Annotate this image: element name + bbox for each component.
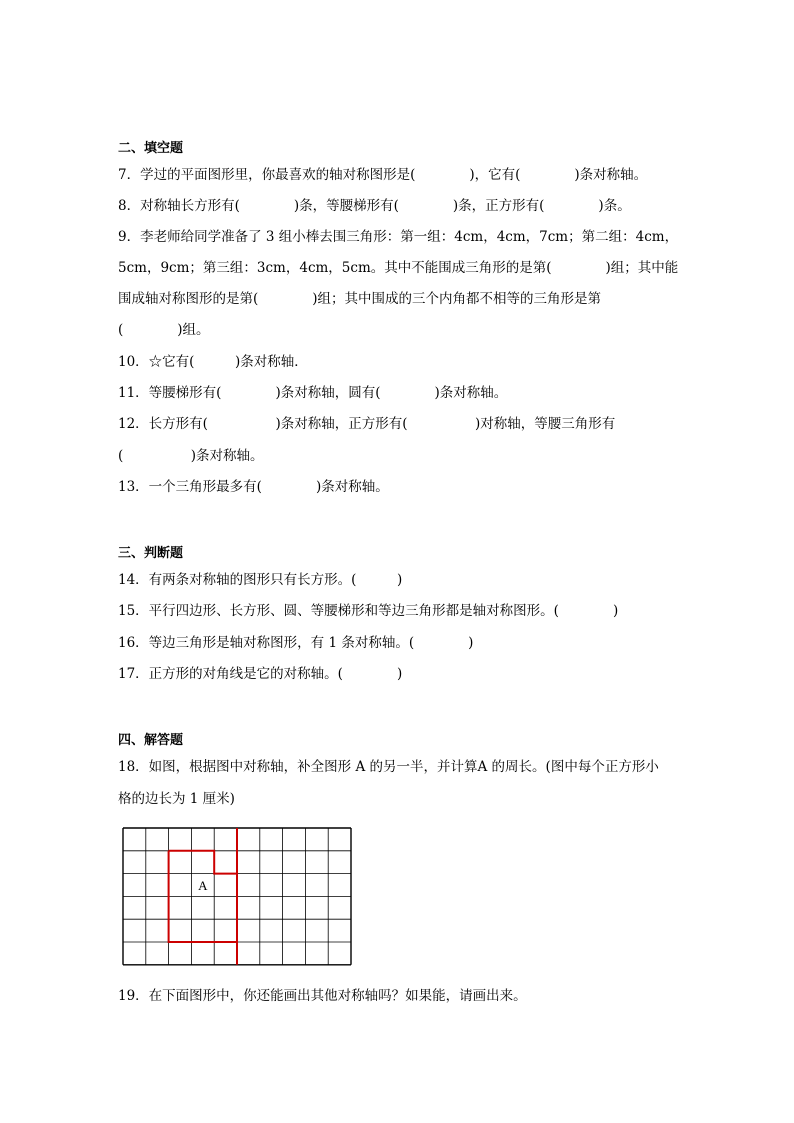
question-9-line-2: 5cm，9cm；第三组：3cm，4cm，5cm。其中不能围成三角形的是第( )组；其中能 [118, 260, 679, 276]
question-12-line-2: ( )条对称轴。 [118, 448, 264, 464]
section-heading-judge: 三、判断题 [118, 546, 184, 561]
question-18-line-2: 格的边长为 1 厘米) [118, 791, 235, 807]
question-9-line-1: 9．李老师给同学准备了 3 组小棒去围三角形：第一组：4cm，4cm，7cm；第二组：4cm， [118, 229, 679, 245]
question-18-line-1: 18．如图，根据图中对称轴，补全图形 A 的另一半，并计算A 的周长。(图中每个正方形小 [118, 759, 659, 775]
question-11: 11．等腰梯形有( )条对称轴，圆有( )条对称轴。 [118, 385, 508, 401]
question-17: 17．正方形的对角线是它的对称轴。( ) [118, 666, 403, 682]
question-8: 8．对称轴长方形有( )条，等腰梯形有( )条，正方形有( )条。 [118, 198, 631, 214]
question-14: 14．有两条对称轴的图形只有长方形。( ) [118, 572, 403, 588]
section-heading-solve: 四、解答题 [118, 733, 184, 748]
question-9-line-3: 围成轴对称图形的是第( )组；其中围成的三个内角都不相等的三角形是第 [118, 291, 602, 307]
question-12-line-1: 12．长方形有( )条对称轴，正方形有( )对称轴，等腰三角形有 [118, 416, 616, 432]
question-10: 10．☆它有( )条对称轴． [118, 354, 308, 370]
question-15: 15．平行四边形、长方形、圆、等腰梯形和等边三角形都是轴对称图形。( ) [118, 603, 619, 619]
question-16: 16．等边三角形是轴对称图形，有 1 条对称轴。( ) [118, 635, 474, 651]
section-heading-fill: 二、填空题 [118, 141, 184, 156]
question-7: 7．学过的平面图形里，你最喜欢的轴对称图形是( )，它有( )条对称轴。 [118, 167, 648, 183]
question-13: 13．一个三角形最多有( )条对称轴。 [118, 479, 389, 495]
symmetry-grid-figure [122, 827, 352, 967]
question-19: 19．在下面图形中，你还能画出其他对称轴吗？如果能，请画出来。 [118, 988, 527, 1004]
shape-a-label: A [198, 878, 208, 893]
question-9-line-4: ( )组。 [118, 322, 210, 338]
